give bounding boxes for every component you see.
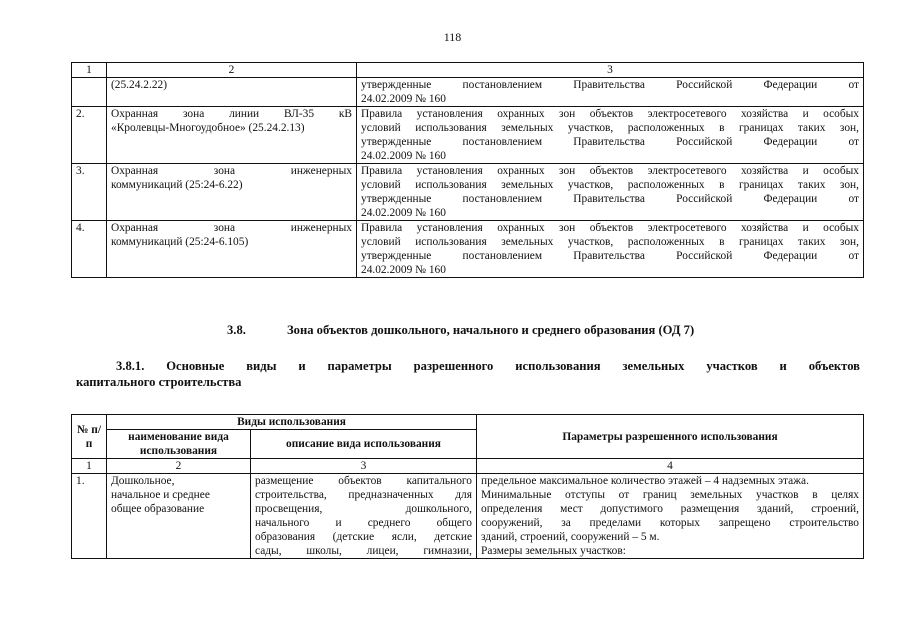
text-line: Правила установления охранных зон объектов электросетевого хозяйства и особых xyxy=(361,165,859,177)
text-line: сооружений, за пределами которых запрещено строительство xyxy=(481,517,859,529)
header-cell: 1 xyxy=(72,63,107,78)
table-row xyxy=(72,474,864,559)
text-line: 24.02.2009 № 160 xyxy=(361,264,446,276)
section-number: 3.8. xyxy=(227,323,246,337)
text-line: Дошкольное, xyxy=(111,475,175,487)
text-line: коммуникаций (25:24-6.105) xyxy=(111,236,249,248)
table-header-row xyxy=(72,63,864,78)
section-title-text: Зона объектов дошкольного, начального и среднего образования (ОД 7) xyxy=(287,323,695,337)
table-row xyxy=(72,221,864,278)
usage-parameters xyxy=(477,474,864,559)
text-line: сады, школы, лицеи, гимназии, xyxy=(255,545,472,557)
text-line: условий использования земельных участков, расположенных в границах таких зон, xyxy=(361,236,859,248)
text-line: условий использования земельных участков, расположенных в границах таких зон, xyxy=(361,122,859,134)
header-usage-group: Виды использования xyxy=(107,415,477,430)
table-header-row xyxy=(72,415,864,430)
text-line: Охранная зона линии ВЛ-35 кВ xyxy=(111,108,352,120)
usage-name xyxy=(107,474,251,559)
header-params: Параметры разрешенного использования xyxy=(477,415,864,459)
zone-regulation xyxy=(357,164,864,221)
subsection-heading xyxy=(76,358,860,390)
subsection-line: 3.8.1. Основные виды и параметры разрешенного использования земельных участков и объектов xyxy=(116,359,860,373)
text-line: начальное и среднее xyxy=(111,489,210,501)
index-cell: 4 xyxy=(477,459,864,474)
text-line: 24.02.2009 № 160 xyxy=(361,93,446,105)
text-line: утвержденные постановлением Правительства Российской Федерации от xyxy=(361,79,859,91)
text-line: Правила установления охранных зон объектов электросетевого хозяйства и особых xyxy=(361,222,859,234)
index-cell: 2 xyxy=(107,459,251,474)
text-line: условий использования земельных участков, расположенных в границах таких зон, xyxy=(361,179,859,191)
text-line: утвержденные постановлением Правительства Российской Федерации от xyxy=(361,250,859,262)
zone-name xyxy=(107,221,357,278)
text-line: определения мест допустимого размещения зданий, строений, xyxy=(481,503,859,515)
zone-name xyxy=(107,78,357,107)
subsection-line: капитального строительства xyxy=(76,375,242,389)
usage-description xyxy=(251,474,477,559)
text-line: Размеры земельных участков: xyxy=(481,545,626,557)
zone-name xyxy=(107,164,357,221)
text-line: утвержденные постановлением Правительства Российской Федерации от xyxy=(361,136,859,148)
text-line: (25.24.2.22) xyxy=(111,79,167,91)
header-usage-name: наименование вида использования xyxy=(107,430,251,459)
text-line: Охранная зона инженерных xyxy=(111,222,352,234)
text-line: зданий, строений, сооружений – 5 м. xyxy=(481,531,660,543)
table-index-row xyxy=(72,459,864,474)
table-row xyxy=(72,78,864,107)
header-cell: 3 xyxy=(357,63,864,78)
row-number: 1. xyxy=(72,474,107,559)
row-number: 2. xyxy=(72,107,107,164)
index-cell: 3 xyxy=(251,459,477,474)
text-line: общее образование xyxy=(111,503,205,515)
text-line: коммуникаций (25:24-6.22) xyxy=(111,179,243,191)
table-row xyxy=(72,164,864,221)
text-line: размещение объектов капитального xyxy=(255,475,472,487)
header-cell: 2 xyxy=(107,63,357,78)
text-line: Правила установления охранных зон объектов электросетевого хозяйства и особых xyxy=(361,108,859,120)
text-line: 24.02.2009 № 160 xyxy=(361,207,446,219)
text-line: начального и среднего общего xyxy=(255,517,472,529)
row-number xyxy=(72,78,107,107)
text-line: 24.02.2009 № 160 xyxy=(361,150,446,162)
page-number: 118 xyxy=(443,30,462,44)
header-usage-desc: описание вида использования xyxy=(251,430,477,459)
table-row xyxy=(72,107,864,164)
zone-regulation xyxy=(357,78,864,107)
zone-regulation xyxy=(357,107,864,164)
text-line: просвещения, дошкольного, xyxy=(255,503,472,515)
header-num: № п/п xyxy=(72,415,107,459)
text-line: утвержденные постановлением Правительства Российской Федерации от xyxy=(361,193,859,205)
text-line: «Кролевцы-Многоудобное» (25.24.2.13) xyxy=(111,122,305,134)
index-cell: 1 xyxy=(72,459,107,474)
row-number: 4. xyxy=(72,221,107,278)
text-line: образования (детские ясли, детские xyxy=(255,531,472,543)
zone-regulation xyxy=(357,221,864,278)
usage-types-table xyxy=(71,414,864,559)
protected-zones-table xyxy=(71,62,864,278)
zone-name xyxy=(107,107,357,164)
row-number: 3. xyxy=(72,164,107,221)
text-line: Охранная зона инженерных xyxy=(111,165,352,177)
text-line: строительства, предназначенных для xyxy=(255,489,472,501)
text-line: предельное максимальное количество этажей – 4 надземных этажа. xyxy=(481,475,809,487)
text-line: Минимальные отступы от границ земельных участков в целях xyxy=(481,489,859,501)
